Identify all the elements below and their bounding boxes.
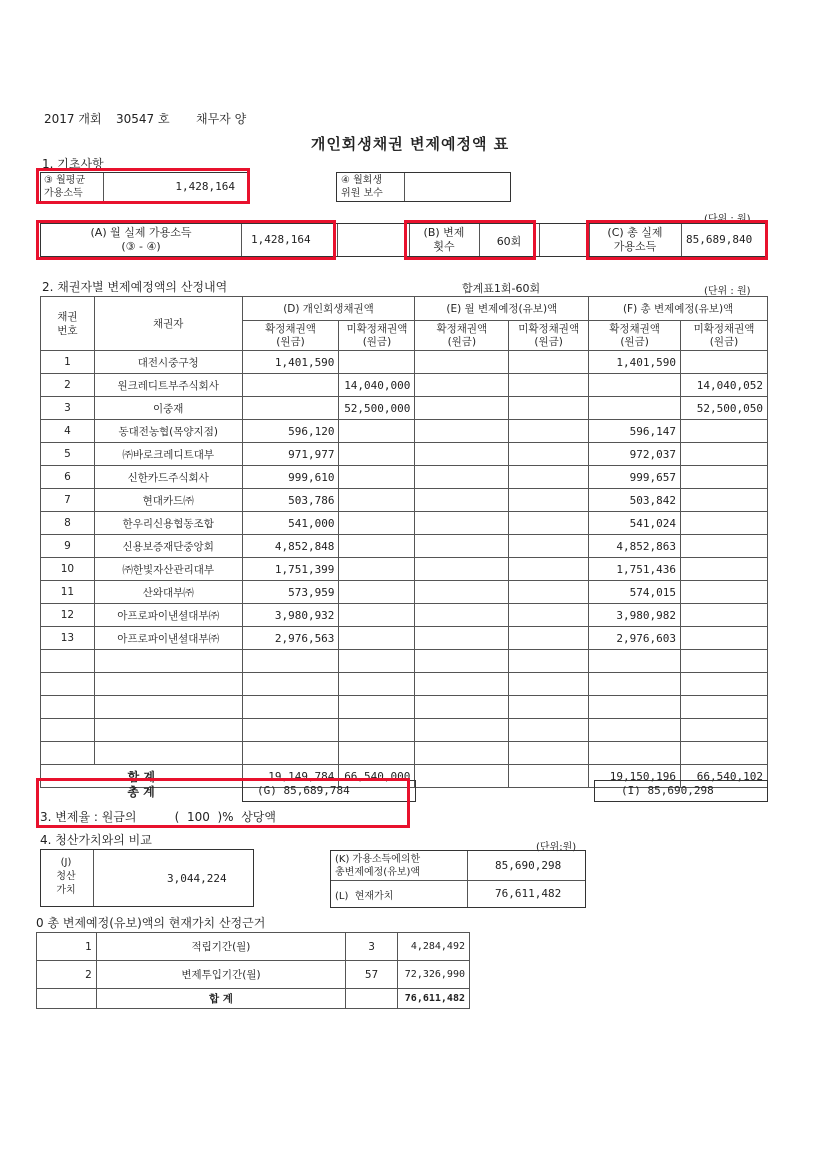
row-d1: 541,000 <box>242 512 339 535</box>
table-row <box>41 374 768 397</box>
row-d1: 999,610 <box>242 466 339 489</box>
unit-label: (단위:원) <box>536 842 577 853</box>
row-f2: 14,040,052 <box>681 374 768 397</box>
col-header-no: 채권 번호 <box>41 297 95 351</box>
row-f2 <box>681 489 768 512</box>
row-d1: 1,401,590 <box>242 351 339 374</box>
table-row-empty <box>41 650 768 673</box>
row-no: 2 <box>41 374 95 397</box>
pv-sum-label: 합 계 <box>96 989 345 1009</box>
row-d1: 503,786 <box>242 489 339 512</box>
row-d2 <box>339 604 415 627</box>
row-e2 <box>509 420 589 443</box>
row-no: 7 <box>41 489 95 512</box>
row-creditor: ㈜바로크레디트대부 <box>94 443 242 466</box>
B-value: 60회 <box>496 235 522 248</box>
unit-label: (단위 : 원) <box>704 286 751 297</box>
pv-row-label: 적립기간(월) <box>96 933 345 961</box>
pv-row-no: 2 <box>37 961 97 989</box>
total-i-box <box>594 780 768 802</box>
row-e1 <box>415 466 509 489</box>
sum-d2: 66,540,000 <box>339 765 415 788</box>
row-f2 <box>681 558 768 581</box>
sum-d1: 19,149,784 <box>242 765 339 788</box>
pv-row <box>37 961 470 989</box>
row-creditor: 동대전농협(목양지점) <box>94 420 242 443</box>
row-e1 <box>415 374 509 397</box>
L-label: (L) 현재가치 <box>335 891 394 902</box>
row-no: 3 <box>41 397 95 420</box>
row-d2 <box>339 581 415 604</box>
row-d2 <box>339 627 415 650</box>
divider <box>93 850 94 906</box>
row-e1 <box>415 420 509 443</box>
sub-header-unconfirmed: 미확정채권액 (원금) <box>681 321 768 351</box>
page-title: 개인회생채권 변제예정액 표 <box>310 135 510 153</box>
row-d1: 4,852,848 <box>242 535 339 558</box>
row-d1 <box>242 397 339 420</box>
row-d2 <box>339 512 415 535</box>
row-f2 <box>681 466 768 489</box>
row-f2 <box>681 627 768 650</box>
table-row <box>41 535 768 558</box>
income-value-box <box>330 850 586 908</box>
section2-heading: 2. 채권자별 변제예정액의 산정내역 <box>42 280 228 294</box>
row-f1: 503,842 <box>589 489 681 512</box>
row-no: 1 <box>41 351 95 374</box>
row-e2 <box>509 512 589 535</box>
L-value: 76,611,482 <box>495 887 562 900</box>
row-f2 <box>681 443 768 466</box>
row-f2 <box>681 420 768 443</box>
row-f1: 541,024 <box>589 512 681 535</box>
row-d2 <box>339 466 415 489</box>
row-e1 <box>415 581 509 604</box>
table-row <box>41 443 768 466</box>
divider <box>337 224 338 256</box>
row-f1: 999,657 <box>589 466 681 489</box>
row-f2 <box>681 535 768 558</box>
highlight-box <box>36 168 250 204</box>
row-no: 9 <box>41 535 95 558</box>
row-no: 5 <box>41 443 95 466</box>
row-f1: 574,015 <box>589 581 681 604</box>
row-f2 <box>681 581 768 604</box>
J-value: 3,044,224 <box>167 872 227 885</box>
table-row <box>41 581 768 604</box>
row-e2 <box>509 604 589 627</box>
row-d1: 596,120 <box>242 420 339 443</box>
sum-label: 합 계 <box>41 765 243 788</box>
row-creditor: 원크레디트부주식회사 <box>94 374 242 397</box>
row-creditor: ㈜한빛자산관리대부 <box>94 558 242 581</box>
row-no: 6 <box>41 466 95 489</box>
table-row-empty <box>41 673 768 696</box>
row-e1 <box>415 443 509 466</box>
row-e2 <box>509 397 589 420</box>
row-e2 <box>509 443 589 466</box>
col-header-D: (D) 개인회생채권액 <box>242 297 415 321</box>
case-number: 30547 호 <box>116 112 170 126</box>
K-label: (K) 가용소득에의한 총변제예정(유보)액 <box>335 854 421 878</box>
sub-header-confirmed: 확정채권액 (원금) <box>242 321 339 351</box>
pv-table <box>36 932 470 1009</box>
field3-value: 1,428,164 <box>175 180 235 193</box>
row-f2 <box>681 512 768 535</box>
row-no: 12 <box>41 604 95 627</box>
row-f1: 4,852,863 <box>589 535 681 558</box>
row-e2 <box>509 581 589 604</box>
liquidation-value-box <box>40 849 254 907</box>
table-row <box>41 512 768 535</box>
table-row <box>41 604 768 627</box>
total-i: (I) 85,690,298 <box>621 784 714 797</box>
repayment-rate: 3. 변제율 : 원금의 ( 100 )% 상당액 <box>40 810 276 824</box>
row-d1: 2,976,563 <box>242 627 339 650</box>
debtor-name: 채무자 양 <box>196 112 247 126</box>
row-e2 <box>509 489 589 512</box>
row-d2: 14,040,000 <box>339 374 415 397</box>
pv-sum-amount: 76,611,482 <box>398 989 470 1009</box>
sub-header-confirmed: 확정채권액 (원금) <box>415 321 509 351</box>
table-row <box>41 627 768 650</box>
col-header-E: (E) 월 변제예정(유보)액 <box>415 297 589 321</box>
row-d1: 573,959 <box>242 581 339 604</box>
row-creditor: 대전시중구청 <box>94 351 242 374</box>
row-creditor: 한우리신용협동조합 <box>94 512 242 535</box>
row-e1 <box>415 489 509 512</box>
pv-row <box>37 933 470 961</box>
row-creditor: 현대카드㈜ <box>94 489 242 512</box>
total-label: 총 계 <box>127 785 155 799</box>
creditor-table <box>40 296 768 788</box>
case-year-type: 2017 개회 <box>44 112 102 126</box>
field4-label: ④ 월회생 위원 보수 <box>341 175 383 199</box>
row-d2 <box>339 558 415 581</box>
row-f1 <box>589 374 681 397</box>
row-creditor: 신용보증재단중앙회 <box>94 535 242 558</box>
pv-row-months: 57 <box>346 961 398 989</box>
table-row <box>41 558 768 581</box>
row-e1 <box>415 604 509 627</box>
A-label: (A) 월 실제 가용소득 (③ - ④) <box>90 226 192 253</box>
C-label: (C) 총 실제 가용소득 <box>607 226 663 253</box>
row-creditor: 아프로파이낸셜대부㈜ <box>94 627 242 650</box>
table-row <box>41 466 768 489</box>
field3-label: ③ 월평균 가용소득 <box>44 175 86 199</box>
table-row <box>41 420 768 443</box>
divider <box>467 851 468 907</box>
row-no: 4 <box>41 420 95 443</box>
row-d2: 52,500,000 <box>339 397 415 420</box>
row-f2 <box>681 351 768 374</box>
pv-row-months: 3 <box>346 933 398 961</box>
row-no: 10 <box>41 558 95 581</box>
row-e1 <box>415 351 509 374</box>
sub-header-unconfirmed: 미확정채권액 (원금) <box>509 321 589 351</box>
table-row <box>41 397 768 420</box>
row-f1: 3,980,982 <box>589 604 681 627</box>
row-f1: 1,401,590 <box>589 351 681 374</box>
row-no: 11 <box>41 581 95 604</box>
trustee-fee-box <box>336 172 511 202</box>
sub-header-unconfirmed: 미확정채권액 (원금) <box>339 321 415 351</box>
J-label: (J) 청산 가치 <box>56 857 76 896</box>
row-no: 8 <box>41 512 95 535</box>
row-d2 <box>339 489 415 512</box>
pv-heading: 0 총 변제예정(유보)액의 현재가치 산정근거 <box>36 916 266 930</box>
section1-heading: 1. 기초사항 <box>42 157 104 171</box>
unit-label: (단위 : 원) <box>704 214 751 225</box>
row-d1 <box>242 374 339 397</box>
sub-header-confirmed: 확정채권액 (원금) <box>589 321 681 351</box>
row-d1: 3,980,932 <box>242 604 339 627</box>
highlight-box <box>586 220 768 260</box>
row-creditor: 신한카드주식회사 <box>94 466 242 489</box>
row-d1: 971,977 <box>242 443 339 466</box>
K-value: 85,690,298 <box>495 859 562 872</box>
pv-row-amount: 72,326,990 <box>398 961 470 989</box>
col-header-F: (F) 총 변제예정(유보)액 <box>589 297 768 321</box>
row-creditor: 아프로파이낸셜대부㈜ <box>94 604 242 627</box>
row-e2 <box>509 627 589 650</box>
row-f2: 52,500,050 <box>681 397 768 420</box>
table-row-empty <box>41 719 768 742</box>
row-d2 <box>339 351 415 374</box>
sum-f1: 19,150,196 <box>589 765 681 788</box>
table-row <box>41 489 768 512</box>
table-row-empty <box>41 742 768 765</box>
C-value: 85,689,840 <box>686 233 753 246</box>
row-e2 <box>509 351 589 374</box>
divider <box>539 224 540 256</box>
A-value: 1,428,164 <box>251 233 311 246</box>
row-f1: 2,976,603 <box>589 627 681 650</box>
table-row-empty <box>41 696 768 719</box>
row-e2 <box>509 535 589 558</box>
row-creditor: 산와대부㈜ <box>94 581 242 604</box>
divider <box>331 880 585 881</box>
row-creditor: 이중재 <box>94 397 242 420</box>
section4-heading: 4. 청산가치와의 비교 <box>40 833 152 847</box>
pv-row-label: 변제투입기간(월) <box>96 961 345 989</box>
row-d2 <box>339 535 415 558</box>
pv-sum-row <box>37 989 470 1009</box>
row-f1: 1,751,436 <box>589 558 681 581</box>
row-d1: 1,751,399 <box>242 558 339 581</box>
highlight-box <box>36 220 336 260</box>
col-header-creditor: 채권자 <box>94 297 242 351</box>
highlight-box <box>404 220 536 260</box>
row-e1 <box>415 627 509 650</box>
row-f1 <box>589 397 681 420</box>
row-e1 <box>415 397 509 420</box>
row-f1: 972,037 <box>589 443 681 466</box>
row-e2 <box>509 466 589 489</box>
row-f1: 596,147 <box>589 420 681 443</box>
period-label: 합계표1회-60회 <box>462 282 541 295</box>
row-d2 <box>339 443 415 466</box>
divider <box>404 173 405 201</box>
row-e1 <box>415 558 509 581</box>
total-g: (G) 85,689,784 <box>257 784 350 797</box>
row-e1 <box>415 535 509 558</box>
row-f2 <box>681 604 768 627</box>
row-e2 <box>509 374 589 397</box>
pv-row-no: 1 <box>37 933 97 961</box>
B-label: (B) 변제 횟수 <box>423 226 465 253</box>
row-no: 13 <box>41 627 95 650</box>
sum-f2: 66,540,102 <box>681 765 768 788</box>
pv-row-amount: 4,284,492 <box>398 933 470 961</box>
row-e2 <box>509 558 589 581</box>
row-d2 <box>339 420 415 443</box>
table-row <box>41 351 768 374</box>
row-e1 <box>415 512 509 535</box>
